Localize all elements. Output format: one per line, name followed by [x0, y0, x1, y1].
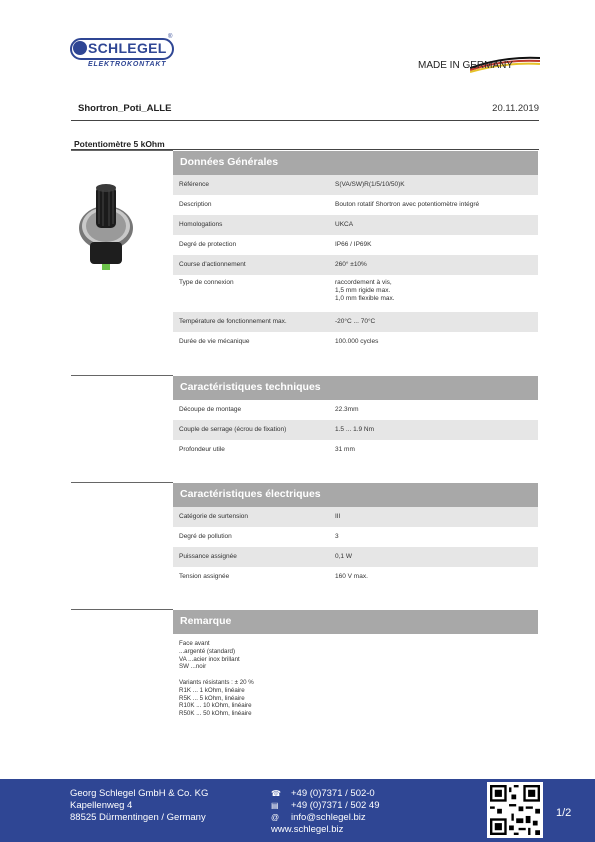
- section-rule: [71, 150, 173, 151]
- spec-label: Description: [179, 201, 212, 208]
- web-line: [271, 824, 379, 836]
- spec-row: [173, 235, 538, 255]
- spec-value: 1.5 ... 1.9 Nm: [335, 426, 375, 433]
- section-heading: Remarque: [173, 610, 538, 634]
- spec-row: [173, 332, 538, 352]
- fax-line: [271, 800, 379, 812]
- spec-value: 31 mm: [335, 446, 355, 453]
- spec-label: Puissance assignée: [179, 553, 237, 560]
- spec-row: [173, 275, 538, 312]
- spec-label: Degré de protection: [179, 241, 237, 248]
- spec-value: 160 V max.: [335, 573, 368, 580]
- contact-block: [271, 788, 379, 836]
- spec-value: Bouton rotatif Shortron avec potentiomètre intégré: [335, 201, 480, 208]
- phone-icon: ☎: [271, 789, 281, 798]
- section-rule: [71, 609, 173, 610]
- footer: [0, 779, 595, 842]
- remark-text: Face avant ...argenté (standard) VA ...acier inox brillant SW ...noir Variants résistants : ± 20 % R1K ... 1 kOhm, linéaire R5K ... 5 kOhm, linéaire R10K ... 10 kOhm, linéaire R50K ... 50 kOhm, linéaire: [179, 640, 254, 718]
- made-in-label: MADE IN GERMANY: [418, 60, 514, 71]
- general-data-section: [173, 151, 538, 352]
- email-icon: @: [271, 813, 280, 822]
- spec-label: Catégorie de surtension: [179, 513, 249, 520]
- website-link[interactable]: www.schlegel.biz: [271, 824, 344, 835]
- spec-label: Tension assignée: [179, 573, 230, 580]
- spec-value: S(VA/SW)R(1/5/10/50)K: [335, 181, 405, 188]
- page-number: 1/2: [556, 807, 572, 819]
- spec-row: [173, 507, 538, 527]
- fax-icon: ▤: [271, 801, 279, 810]
- section-rule: [71, 482, 173, 483]
- spec-value: III: [335, 513, 341, 520]
- spec-row: [173, 312, 538, 332]
- logo-subtitle: ELEKTROKONTAKT: [88, 61, 167, 68]
- spec-label: Couple de serrage (écrou de fixation): [179, 426, 287, 433]
- spec-row: [173, 567, 538, 587]
- spec-label: Durée de vie mécanique: [179, 338, 250, 345]
- spec-label: Profondeur utile: [179, 446, 225, 453]
- spec-label: Course d'actionnement: [179, 261, 246, 268]
- logo-brand: SCHLEGEL: [88, 40, 167, 56]
- logo-emblem-icon: [73, 41, 87, 55]
- email-line: [271, 812, 379, 824]
- document-title: Shortron_Poti_ALLE: [78, 103, 172, 114]
- spec-value: UKCA: [335, 221, 354, 228]
- company-logo: [70, 34, 174, 72]
- spec-row: [173, 420, 538, 440]
- email-link[interactable]: info@schlegel.biz: [291, 812, 366, 823]
- spec-value: 260° ±10%: [335, 261, 367, 268]
- qr-code: [487, 782, 543, 838]
- spec-row: [173, 440, 538, 460]
- spec-label: Température de fonctionnement max.: [179, 318, 287, 325]
- phone-number[interactable]: +49 (0)7371 / 502-0: [291, 788, 375, 799]
- spec-label: Degré de pollution: [179, 533, 232, 540]
- spec-value: raccordement à vis, 1,5 mm rigide max. 1,0 mm flexible max.: [335, 279, 395, 302]
- section-heading: Caractéristiques électriques: [173, 483, 538, 507]
- spec-value: 100.000 cycles: [335, 338, 379, 345]
- section-heading: Caractéristiques techniques: [173, 376, 538, 400]
- phone-line: [271, 788, 379, 800]
- spec-label: Homologations: [179, 221, 223, 228]
- section-rule: [71, 375, 173, 376]
- spec-value: 3: [335, 533, 339, 540]
- spec-row: [173, 195, 538, 215]
- spec-label: Référence: [179, 181, 209, 188]
- header-divider: [71, 120, 539, 121]
- spec-row: [173, 255, 538, 275]
- spec-value: 0,1 W: [335, 553, 352, 560]
- spec-value: -20°C ... 70°C: [335, 318, 376, 325]
- section-heading: Données Générales: [173, 151, 538, 175]
- spec-label: Découpe de montage: [179, 406, 242, 413]
- company-address: Georg Schlegel GmbH & Co. KG Kapellenweg 4 88525 Dürmentingen / Germany: [70, 788, 209, 823]
- product-knob-image: [76, 180, 136, 275]
- fax-number: +49 (0)7371 / 502 49: [291, 800, 380, 811]
- technical-section: [173, 376, 538, 460]
- remark-section: [173, 610, 538, 634]
- electrical-section: [173, 483, 538, 587]
- spec-row: [173, 215, 538, 235]
- spec-row: [173, 400, 538, 420]
- document-date: 20.11.2019: [492, 103, 539, 114]
- spec-label: Type de connexion: [179, 279, 234, 286]
- spec-value: 22.3mm: [335, 406, 359, 413]
- spec-row: [173, 175, 538, 195]
- product-title: Potentiomètre 5 kOhm: [74, 139, 165, 149]
- logo-registered-mark: ®: [168, 34, 173, 40]
- spec-row: [173, 527, 538, 547]
- spec-row: [173, 547, 538, 567]
- spec-value: IP66 / IP69K: [335, 241, 372, 248]
